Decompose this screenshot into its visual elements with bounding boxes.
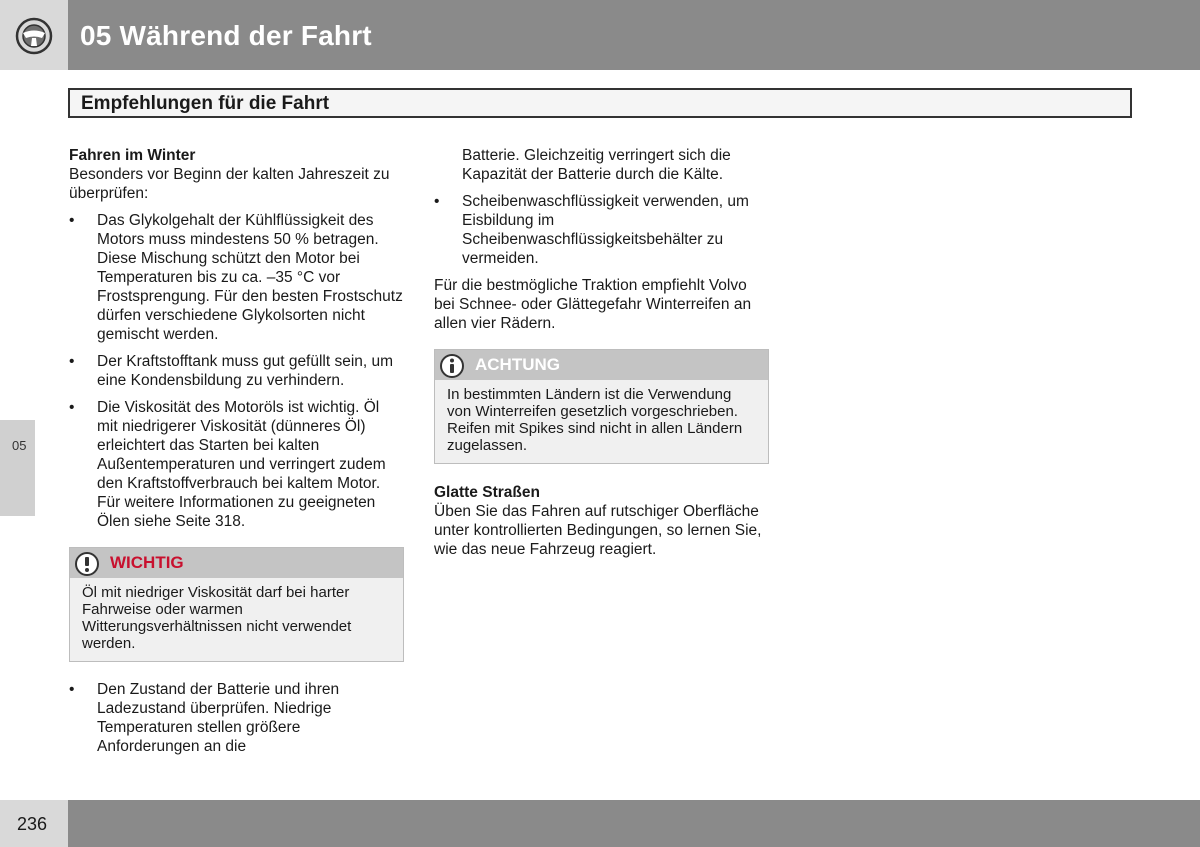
wichtig-header (70, 548, 403, 578)
bullet-icon: • (69, 353, 75, 370)
footer-page-box (0, 800, 68, 847)
right-column (434, 146, 769, 559)
header-icon-box (0, 0, 68, 70)
bullet-text: Der Kraftstofftank muss gut gefüllt sein, um eine Kondensbildung zu verhindern. (97, 353, 394, 389)
bullet-text: Den Zustand der Batterie und ihren Ladezustand überprüfen. Niedrige Temperaturen stellen größere Anforderungen an die (97, 681, 340, 755)
left-column (69, 146, 404, 756)
wichtig-box (69, 547, 404, 662)
achtung-text: In bestimmten Ländern ist die Verwendung von Winterreifen gesetzlich vorgeschrieben. Reifen mit Spikes sind nicht in allen Ländern zugelassen. (447, 386, 743, 454)
wichtig-text: Öl mit niedriger Viskosität darf bei harter Fahrweise oder warmen Witterungsverhältnissen nicht verwendet werden. (82, 584, 352, 652)
traction-text: Für die bestmögliche Traktion empfiehlt Volvo bei Schnee- oder Glättegefahr Winterreifen an allen vier Rädern. (434, 277, 752, 332)
section-title: Empfehlungen für die Fahrt (81, 93, 330, 114)
bullet-icon: • (69, 681, 75, 698)
winter-intro: Besonders vor Beginn der kalten Jahreszeit zu überprüfen: (69, 166, 390, 202)
footer-bar (68, 800, 1200, 847)
winter-heading: Fahren im Winter (69, 147, 196, 164)
battery-list (69, 680, 404, 756)
list-item (69, 398, 404, 531)
bullet-icon: • (69, 212, 75, 229)
battery-continued: Batterie. Gleichzeitig verringert sich die Kapazität der Batterie durch die Kälte. (462, 147, 731, 183)
section-title-box (68, 88, 1132, 118)
chapter-side-tab[interactable] (0, 420, 35, 516)
list-item (69, 680, 404, 756)
page-number: 236 (17, 814, 48, 834)
bullet-text: Die Viskosität des Motoröls ist wichtig. Öl mit niedrigerer Viskosität (dünneres Öl) erleichtert das Starten bei kalten Außentemperaturen und verringert zudem den Kraftstoffverbrauch bei kaltem Motor. Für weitere Informationen zu geeigneten Ölen siehe Seite 318. (97, 399, 386, 530)
exclamation-icon (74, 551, 100, 577)
header-bar (68, 0, 1200, 70)
winter-checklist (69, 211, 404, 531)
washer-list (434, 192, 769, 268)
achtung-title: ACHTUNG (475, 355, 560, 374)
chapter-title: 05 Während der Fahrt (80, 20, 372, 51)
info-icon (439, 353, 465, 379)
wichtig-title: WICHTIG (110, 553, 184, 572)
achtung-box (434, 349, 769, 464)
bullet-text: Scheibenwaschflüssigkeit verwenden, um Eisbildung im Scheibenwaschflüssigkeitsbehälter zu vermeiden. (462, 193, 749, 267)
slippery-text: Üben Sie das Fahren auf rutschiger Oberfläche unter kontrollierten Bedingungen, so lernen Sie, wie das neue Fahrzeug reagiert. (434, 503, 762, 558)
bullet-icon: • (434, 193, 440, 210)
slippery-heading: Glatte Straßen (434, 484, 540, 501)
bullet-text: Das Glykolgehalt der Kühlflüssigkeit des Motors muss mindestens 50 % betragen. Diese Mischung schützt den Motor bei Temperaturen bis zu ca. –35 °C vor Frostsprengung. Für den besten Frostschutz dürfen verschiedene Glykolsorten nicht gemischt werden. (97, 212, 403, 343)
side-tab-label: 05 (12, 438, 27, 453)
list-item (434, 192, 769, 268)
list-item (69, 352, 404, 390)
list-item (69, 211, 404, 344)
bullet-icon: • (69, 399, 75, 416)
achtung-header (435, 350, 768, 380)
steering-wheel-icon (15, 17, 53, 55)
